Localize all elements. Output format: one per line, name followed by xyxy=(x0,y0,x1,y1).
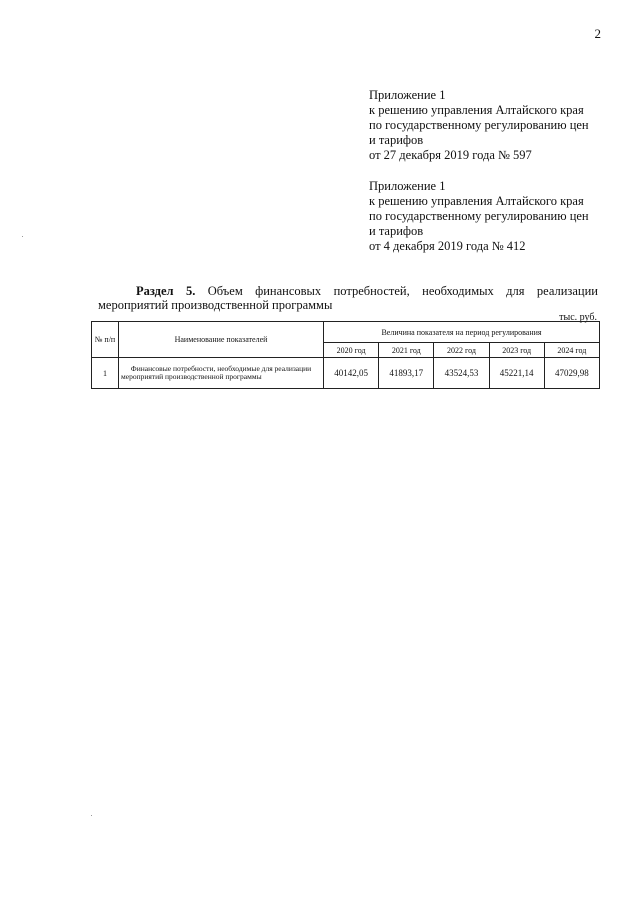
page-number: 2 xyxy=(594,26,601,41)
header-year: 2020 год xyxy=(324,343,379,358)
scan-speck xyxy=(91,815,92,816)
row-value: 45221,14 xyxy=(489,358,544,389)
appendix-line: к решению управления Алтайского края xyxy=(369,194,584,208)
appendix-line: по государственному регулированию цен xyxy=(369,209,589,223)
row-num: 1 xyxy=(92,358,119,389)
header-num: № п/п xyxy=(92,322,119,358)
row-value: 43524,53 xyxy=(434,358,489,389)
section-heading-line1 xyxy=(98,284,598,298)
scan-speck xyxy=(22,236,23,237)
appendix-line: и тарифов xyxy=(369,224,424,238)
header-period: Величина показателя на период регулирования xyxy=(324,322,600,343)
appendix-line: и тарифов xyxy=(369,133,424,147)
section-title-line1: Объем финансовых потребностей, необходимых для реализации xyxy=(207,284,598,298)
header-year: 2021 год xyxy=(379,343,434,358)
table-row xyxy=(92,358,600,389)
appendix-line: Приложение 1 xyxy=(369,88,446,102)
section-title-line2: мероприятий производственной программы xyxy=(98,298,333,312)
appendix-line: Приложение 1 xyxy=(369,179,446,193)
units-label: тыс. руб. xyxy=(559,312,597,323)
appendix-block-1 xyxy=(369,88,609,163)
row-indicator-name: Финансовые потребности, необходимые для реализации мероприятий производственной программы xyxy=(119,358,324,389)
appendix-line: к решению управления Алтайского края xyxy=(369,103,584,117)
appendix-line: от 27 декабря 2019 года № 597 xyxy=(369,148,532,162)
header-year: 2023 год xyxy=(489,343,544,358)
section-heading xyxy=(98,284,598,312)
table-header-row xyxy=(92,322,600,343)
appendix-block-2 xyxy=(369,179,609,254)
appendix-line: от 4 декабря 2019 года № 412 xyxy=(369,239,526,253)
row-value: 47029,98 xyxy=(544,358,599,389)
header-name: Наименование показателей xyxy=(119,322,324,358)
row-value: 40142,05 xyxy=(324,358,379,389)
appendix-line: по государственному регулированию цен xyxy=(369,118,589,132)
row-value: 41893,17 xyxy=(379,358,434,389)
section-label: Раздел 5. xyxy=(136,284,196,298)
header-year: 2022 год xyxy=(434,343,489,358)
financial-needs-table xyxy=(91,321,600,389)
header-year: 2024 год xyxy=(544,343,599,358)
